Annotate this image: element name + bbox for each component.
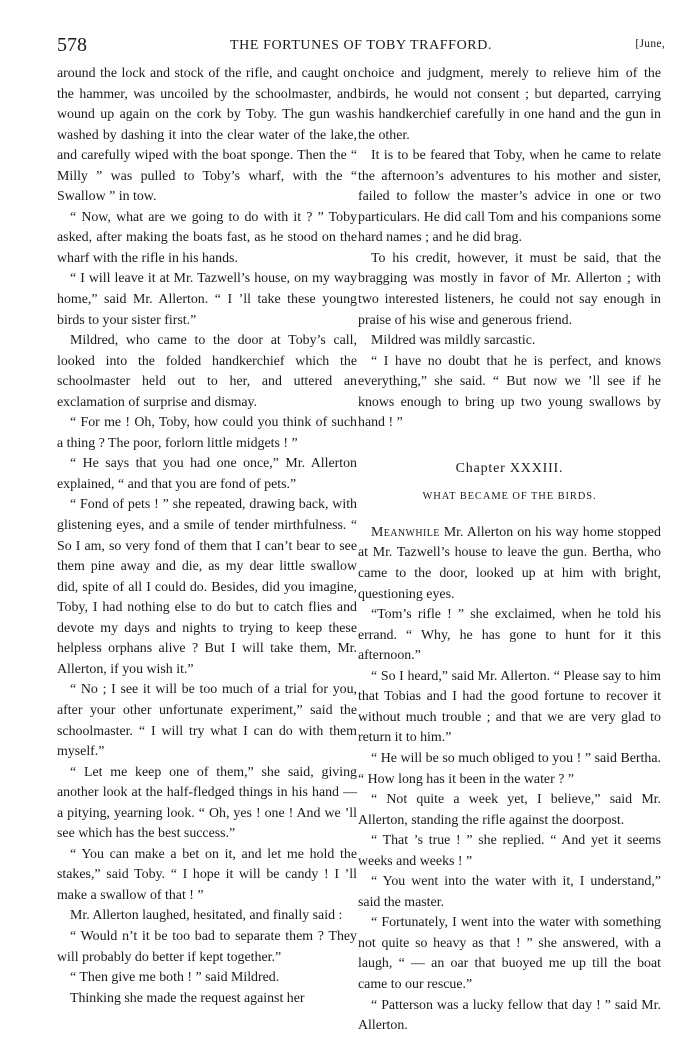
paragraph: “ I will leave it at Mr. Tazwell’s house, on my way home,” said Mr. Allerton. “ I ’ll take these young birds to your sister first.”: [57, 271, 357, 328]
paragraph: It is to be feared that Toby, when he came to relate the afternoon’s adventures to his mother and sister, failed to follow the master’s advice in one or two particulars. He did call Tom and his companions some hard names ; and he did brag.: [358, 148, 661, 246]
paragraph: “ You can make a bet on it, and let me hold the stakes,” said Toby. “ I hope it will be candy ! I ’ll make a swallow of that ! ”: [57, 846, 357, 903]
running-title: THE FORTUNES OF TOBY TRAFFORD.: [229, 38, 493, 53]
paragraph: around the lock and stock of the rifle, and caught on the hammer, was uncoiled by the schoolmaster, and wound up again on the cork by Toby. The gun was washed by dashing it into the clear water of the lake, and carefully wiped with the boat sponge. Then the “ Milly ” was pulled to Toby’s wharf, with the “ Swallow ” in tow.: [57, 66, 357, 205]
paragraph: “ No ; I see it will be too much of a trial for you, after your other unfortunate experiment,” said the schoolmaster. “ I will try what I can do with them myself.”: [57, 682, 357, 760]
paragraph: “ That ’s true ! ” she replied. “ And yet it seems weeks and weeks ! ”: [358, 833, 661, 869]
opening-word: Meanwhile: [371, 524, 440, 540]
paragraph: To his credit, however, it must be said, that the bragging was mostly in favor of Mr. Allerton ; with two interested listeners, he could not say enough in praise of his wise and generous friend.: [358, 250, 661, 328]
page-number: 578: [57, 34, 87, 56]
paragraph: “ He will be so much obliged to you ! ” said Bertha. “ How long has it been in the water ? ”: [358, 750, 661, 787]
paragraph: “ So I heard,” said Mr. Allerton. “ Please say to him that Tobias and I had the good fortune to recover it without much trouble ; and that we are very glad to return it to him.”: [358, 668, 661, 746]
opening-text: Mr. Allerton on his way home stopped at Mr. Tazwell’s house to leave the gun. Bertha, who came to the door, looked up at him with bright, questioning eyes.: [358, 524, 661, 602]
paragraph: “ Fortunately, I went into the water with something not quite so heavy as that ! ” she answered, with a laugh, “ — an oar that buoyed me up till the boat came to our rescue.”: [358, 915, 661, 992]
paragraph: “Tom’s rifle ! ” she exclaimed, when he told his errand. “ Why, he has gone to hunt for it this afternoon.”: [358, 607, 661, 664]
paragraph: “ Would n’t it be too bad to separate them ? They will probably do better if kept together.”: [57, 928, 357, 965]
issue-month: [June,: [635, 38, 665, 50]
paragraph: “ Fond of pets ! ” she repeated, drawing back, with glistening eyes, and a smile of tender mirthfulness. “ So I am, so very fond of them that I can’t bear to see them pine away and die, as my dear little swallow did, spite of all I could do. Besides, did you imagine, Toby, I had nothing else to do but to catch flies and devote my days and nights to trying to keep these helpless orphans alive ? But I will take them, Mr. Allerton, if you wish it.”: [57, 497, 357, 677]
paragraph: choice and judgment, merely to relieve him of the birds, he would not consent ; but departed, carrying his handkerchief carefully in one hand and the gun in the other.: [358, 66, 661, 143]
right-column: [358, 64, 661, 1037]
left-column: [57, 64, 357, 1009]
paragraph: “ For me ! Oh, Toby, how could you think of such a thing ? The poor, forlorn little midgets ! ”: [57, 415, 357, 451]
chapter-heading: Chapter XXXIII.: [455, 460, 564, 476]
chapter-subtitle: WHAT BECAME OF THE BIRDS.: [422, 491, 597, 503]
paragraph: “ Now, what are we going to do with it ? ” Toby asked, after making the boats fast, as he stood on the wharf with the rifle in his hands.: [57, 209, 357, 266]
paragraph: “ I have no doubt that he is perfect, and knows everything,” she said. “ But now we ’ll see if he knows enough to bring up two young swallows by hand ! ”: [358, 353, 661, 431]
paragraph: “ You went into the water with it, I understand,” said the master.: [358, 874, 661, 910]
paragraph: “ Not quite a week yet, I believe,” said Mr. Allerton, standing the rifle against the doorpost.: [358, 792, 661, 828]
paragraph: Thinking she made the request against her: [70, 990, 305, 1006]
paragraph: [358, 523, 661, 605]
paragraph: Mildred, who came to the door at Toby’s call, looked into the folded handkerchief which the schoolmaster held out to her, and uttered an exclamation of surprise and dismay.: [57, 333, 357, 410]
page-header: [57, 34, 665, 58]
paragraph: “ Patterson was a lucky fellow that day ! ” said Mr. Allerton.: [358, 997, 661, 1034]
paragraph: “ He says that you had one once,” Mr. Allerton explained, “ and that you are fond of pets.”: [57, 456, 357, 492]
paragraph: “ Then give me both ! ” said Mildred.: [70, 970, 280, 986]
paragraph: Mr. Allerton laughed, hesitated, and finally said :: [70, 908, 343, 924]
paragraph: “ Let me keep one of them,” she said, giving another look at the half-fledged things in his hand — a pitying, yearning look. “ Oh, yes ! one ! And we ’ll see which has the best success.”: [57, 764, 357, 842]
paragraph: Mildred was mildly sarcastic.: [371, 333, 536, 349]
